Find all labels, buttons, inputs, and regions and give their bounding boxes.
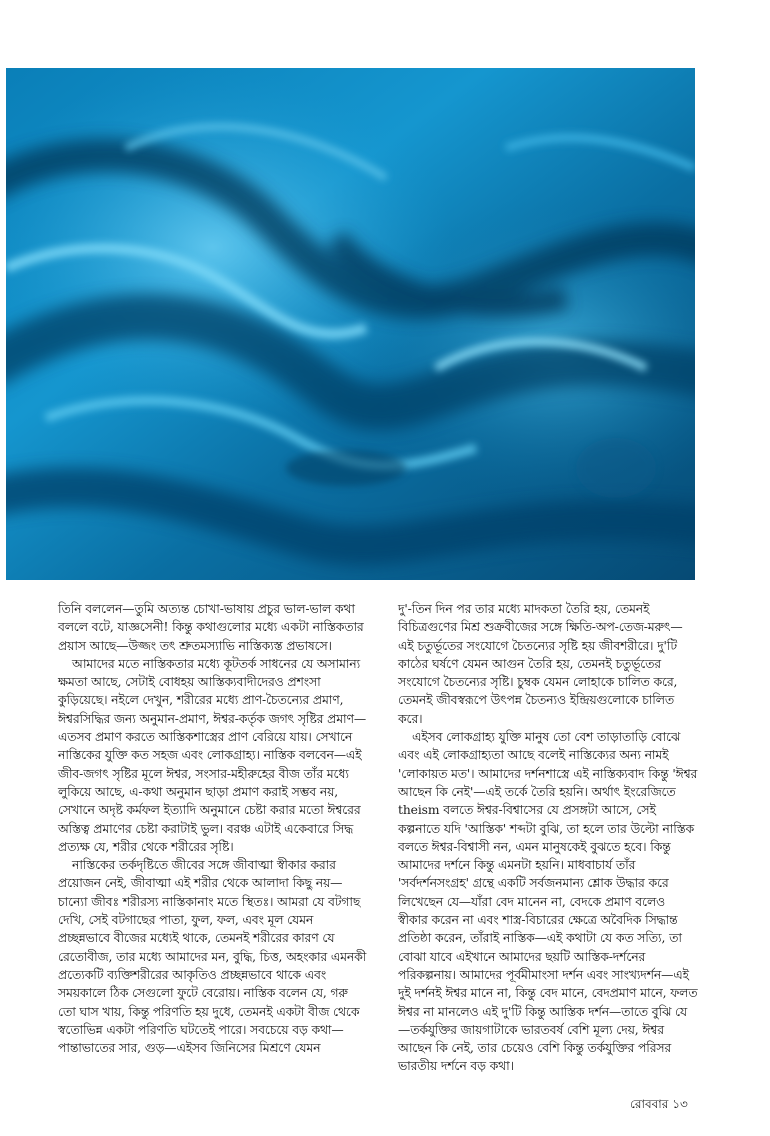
hero-water-image bbox=[6, 68, 695, 580]
paragraph: এইসব লোকগ্রাহ্য যুক্তি মানুষ তো বেশ তাড়াতাড়ি বোঝে এবং এই লোকগ্রাহ্যতা আছে বলেই নাস্তিক্যের অন্য নামই 'লোকায়ত মত'। আমাদের দর্শনশাস্ত্রে এই নাস্তিক্যবাদ কিন্তু 'ঈশ্বর আছেন কি নেই'—এই তর্কে তৈরি হয়নি। অর্থাৎ ইংরেজিতে theism বলতে ঈশ্বর-বিশ্বাসের যে প্রসঙ্গটা আসে, সেই কল্পনাতে যদি 'আস্তিক' শব্দটা বুঝি, তা হলে তার উল্টো নাস্তিক বলতে ঈশ্বর-বিশ্বাসী নন, এমন মানুষকেই বুঝতে হবে। কিন্তু আমাদের দর্শনে কিন্তু এমনটা হয়নি। মাধবাচার্য তাঁর 'সর্বদর্শনসংগ্রহ' গ্রন্থে একটি সর্বজনমান্য শ্লোক উদ্ধার করে লিখেছেন যে—যাঁরা বেদ মানেন না, বেদকে প্রমাণ বলেও স্বীকার করেন না এবং শাস্ত্র-বিচারের ক্ষেত্রে অবৈদিক সিদ্ধান্ত প্রতিষ্ঠা করেন, তাঁরাই নাস্তিক—এই কথাটা যে কত সত্যি, তা বোঝা যাবে এইখানে আমাদের ছয়টি আস্তিক-দর্শনের পরিকল্পনায়। আমাদের পূর্বমীমাংসা দর্শন এবং সাংখ্যদর্শন—এই দুই দর্শনই ঈশ্বর মানে না, কিন্তু বেদ মানে, বেদপ্রমাণ মানে, ফলত ঈশ্বর না মানলেও এই দু'টি কিন্তু আস্তিক দর্শন—তাতে বুঝি যে—তর্কযুক্তির জায়গাটাকে ভারতবর্ষ বেশি মূল্য দেয়, ঈশ্বর আছেন কি নেই, তার চেয়েও বেশি কিন্তু তর্কযুক্তির পরিসর ভারতীয় দর্শনে বড় কথা। bbox=[398, 730, 698, 1074]
paragraph: নাস্তিকের তর্কদৃষ্টিতে জীবের সঙ্গে জীবাত্মা স্বীকার করার প্রয়োজন নেই, জীবাত্মা এই শরীর থেকে আলাদা কিছু নয়—চান্যো জীবঃ শরীরস্য নাস্তিকানাং মতে স্থিতঃ। আমরা যে বটগাছ দেখি, সেই বটগাছের পাতা, ফুল, ফল, এবং মূল যেমন প্রচ্ছন্নভাবে বীজের মধ্যেই থাকে, তেমনই শরীরের কারণ যে রেতোবীজ, তার মধ্যে আমাদের মন, বুদ্ধি, চিত্ত, অহংকার এমনকী প্রত্যেকটি ব্যক্তিশরীরের আকৃতিও প্রচ্ছন্নভাবে থাকে এবং সময়কালে ঠিক সেগুলো ফুটে বেরোয়। নাস্তিক বলেন যে, গরু তো ঘাস খায়, কিন্তু পরিণতি হয় দুধে, তেমনই একটা বীজ থেকে স্বতোভিন্ন একটা পরিণতি ঘটতেই পারে। সবচেয়ে বড় কথা—পান্তাভাতের সার, গুড়—এইসব জিনিসের মিশ্রণে যেমন bbox=[58, 858, 367, 1056]
paragraph: দু'-তিন দিন পর তার মধ্যে মাদকতা তৈরি হয়, তেমনই বিচিত্রগুণের মিশ্র শুক্রবীজের সঙ্গে ক্ষিতি-অপ-তেজ-মরুৎ—এই চতুর্ভূতের সংযোগে চৈতন্যের সৃষ্টি হয় জীবশরীরে। দু'টি কাঠের ঘর্ষণে যেমন আগুন তৈরি হয়, তেমনই চতুর্ভূতের সংযোগে চৈতন্যের সৃষ্টি। চুম্বক যেমন লোহাকে চালিত করে, তেমনই জীবস্বরূপে উৎপন্ন চৈতন্যও ইন্দ্রিয়গুলোকে চালিত করে। bbox=[398, 602, 683, 726]
paragraph: তিনি বললেন—তুমি অত্যন্ত চোখা-ভাষায় প্রচুর ভাল-ভাল কথা বললে বটে, যাজ্ঞসেনী! কিন্তু কথাগুলোর মধ্যে একটা নাস্তিকতার প্রয়াস আছে—উজ্জং তৎ শ্রুতমস্যাভি নাস্তিক্যস্ত প্রভাষসে। bbox=[58, 602, 364, 653]
page-folio: রোববার ১৩ bbox=[630, 1097, 688, 1111]
water-ripple-illustration bbox=[6, 68, 695, 580]
article-column-right bbox=[398, 600, 698, 1076]
article-column-left bbox=[58, 600, 368, 1057]
paragraph: আমাদের মতে নাস্তিকতার মধ্যে কূটতর্ক সাধনের যে অসামান্য ক্ষমতা আছে, সেটাই বোধহয় আস্তিক্যবাদীদেরও প্রশংসা কুড়িয়েছে। নইলে দেখুন, শরীরের মধ্যে প্রাণ-চৈতন্যের প্রমাণ, ঈশ্বরসিদ্ধির জন্য অনুমান-প্রমাণ, ঈশ্বর-কর্তৃক জগৎ সৃষ্টির প্রমাণ—এতসব প্রমাণ করতে আস্তিকশাস্ত্রের প্রাণ বেরিয়ে যায়। সেখানে নাস্তিকের যুক্তি কত সহজ এবং লোকগ্রাহ্য। নাস্তিক বলবেন—এই জীব-জগৎ সৃষ্টির মূলে ঈশ্বর, সংসার-মহীরুহের বীজ তাঁর মধ্যে লুকিয়ে আছে, এ-কথা অনুমান ছাড়া প্রমাণ করাই সম্ভব নয়, সেখানে অদৃষ্ট কর্মফল ইত্যাদি অনুমানে চেষ্টা করার মতো ঈশ্বরের অস্তিত্ব প্রমাণের চেষ্টা করাটাই ভুল। বরঞ্চ এটাই একেবারে সিদ্ধ প্রত্যক্ষ যে, শরীর থেকে শরীরের সৃষ্টি। bbox=[58, 656, 367, 854]
